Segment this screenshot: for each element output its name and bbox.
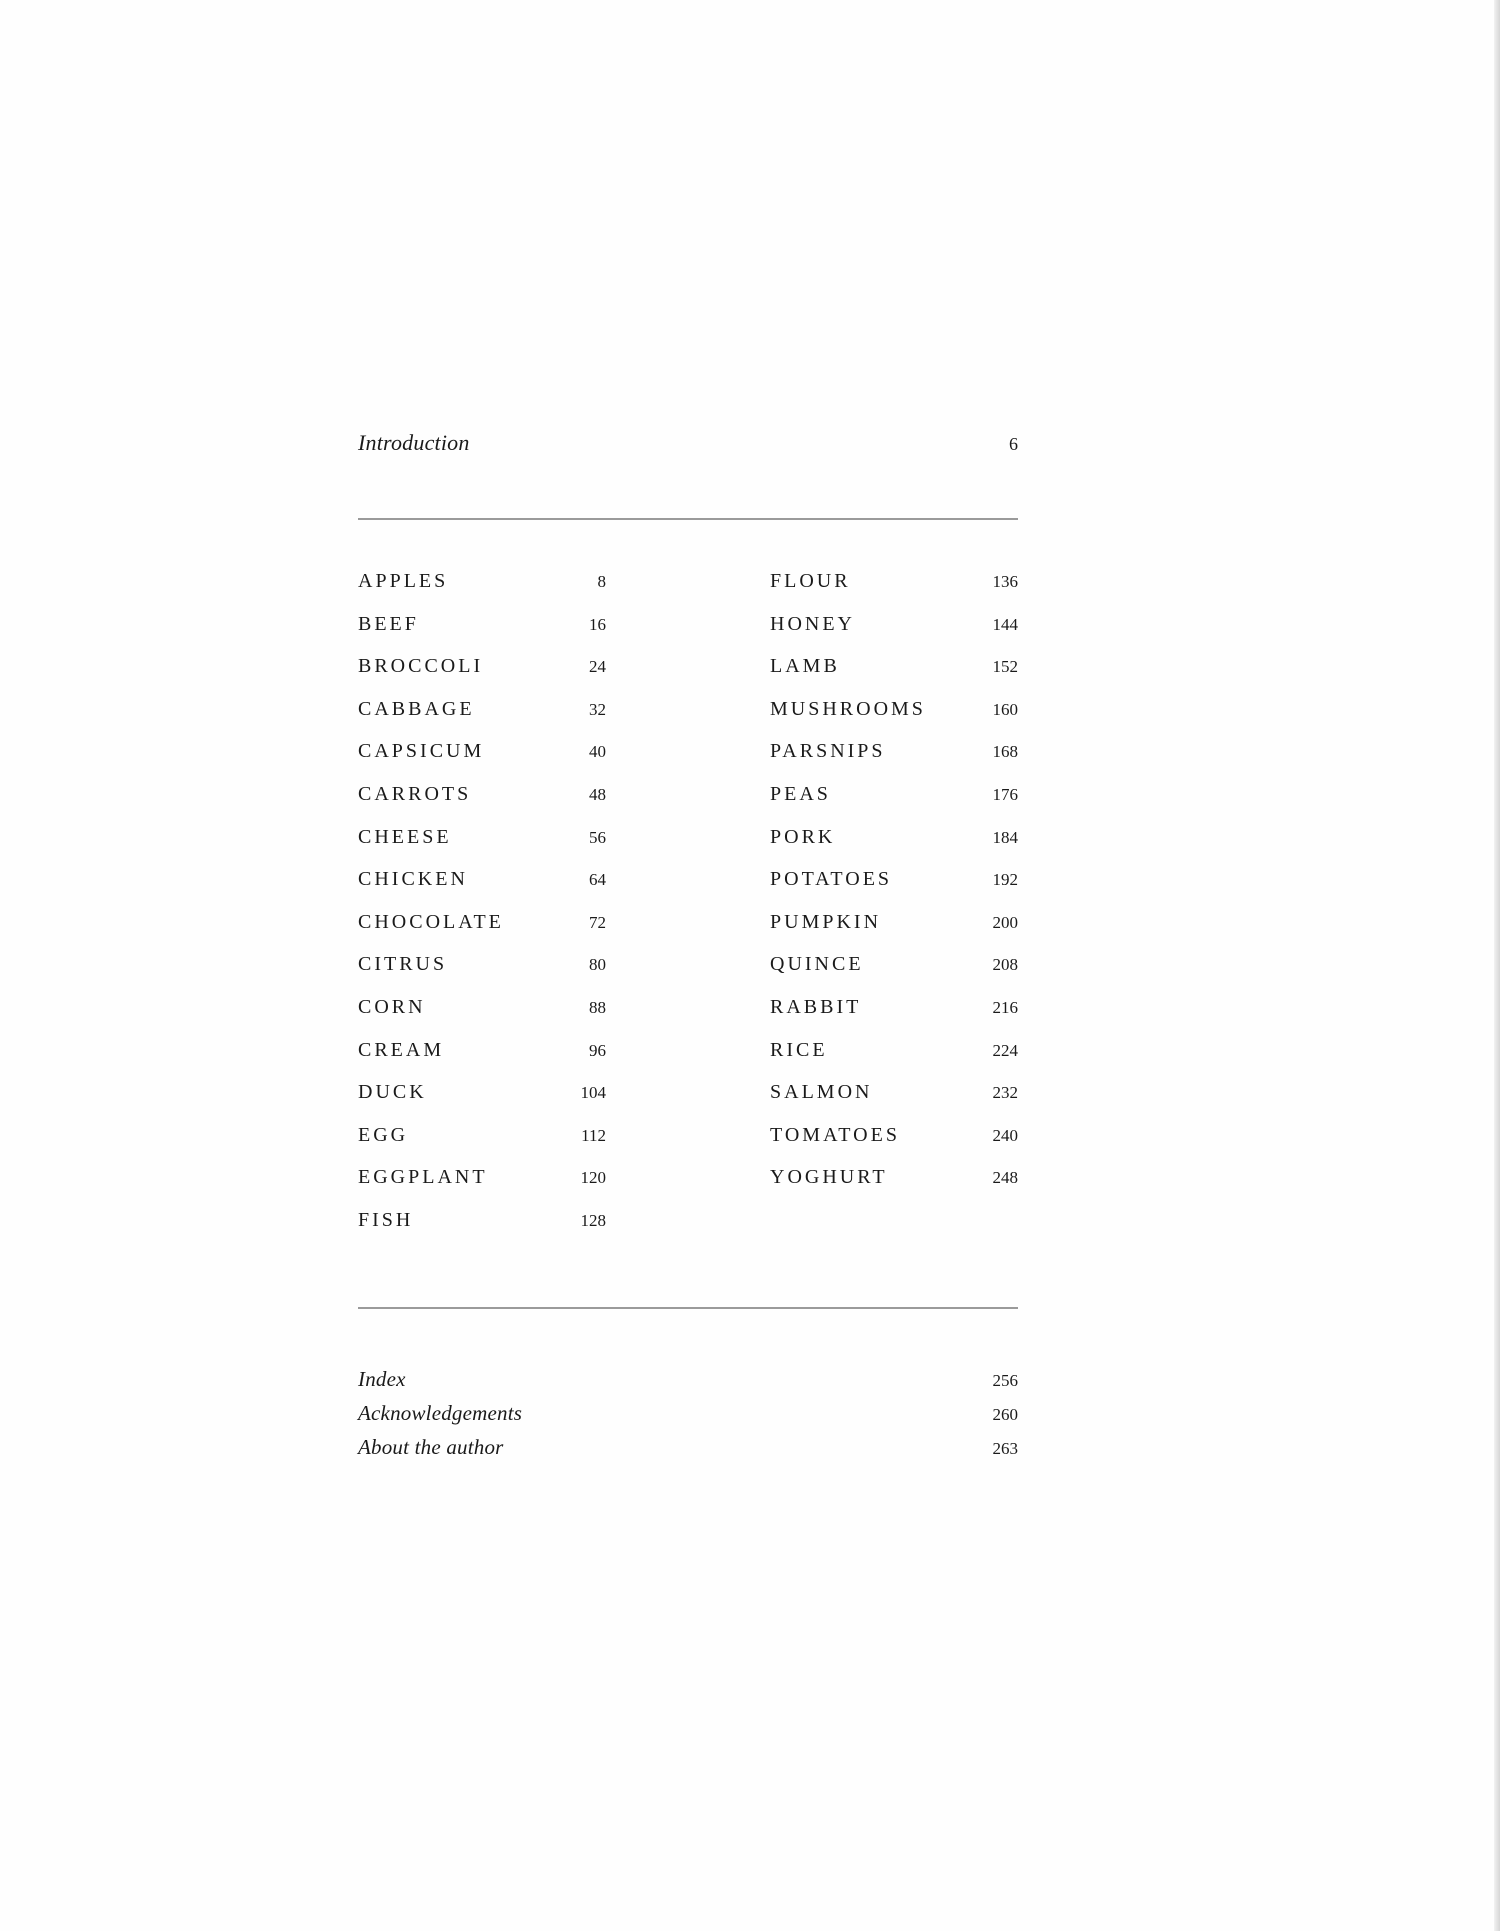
chapter-name: CHICKEN (358, 868, 468, 891)
chapter-page-number: 24 (589, 657, 606, 677)
chapter-page-number: 216 (992, 997, 1018, 1017)
toc-entry[interactable] (358, 1209, 606, 1252)
toc-entry[interactable] (358, 740, 606, 783)
chapter-page-number: 160 (992, 699, 1018, 719)
chapter-page-number: 200 (992, 912, 1018, 932)
chapter-page-number: 136 (992, 572, 1018, 591)
toc-entry-about-the-author[interactable] (358, 1435, 1018, 1469)
chapter-page-number: 104 (580, 1083, 606, 1103)
chapter-name: PARSNIPS (770, 740, 886, 763)
chapter-page-number: 232 (992, 1083, 1018, 1103)
toc-entry[interactable] (358, 1124, 606, 1167)
top-divider (358, 518, 1018, 520)
toc-entry[interactable] (358, 1039, 606, 1082)
chapter-page-number: 120 (580, 1168, 606, 1188)
chapter-page-number: 80 (589, 955, 606, 975)
back-matter-page-number: 260 (992, 1405, 1018, 1424)
chapter-page-number: 192 (992, 870, 1018, 890)
toc-entry[interactable] (358, 698, 606, 741)
toc-entry[interactable] (770, 1124, 1018, 1167)
chapter-name: QUINCE (770, 953, 864, 976)
chapter-name: LAMB (770, 655, 840, 678)
toc-entry[interactable] (358, 1081, 606, 1124)
chapter-columns (358, 570, 1018, 1295)
toc-entry[interactable] (770, 911, 1018, 954)
toc-entry-index[interactable] (358, 1367, 1018, 1401)
back-matter-label: Acknowledgements (358, 1401, 523, 1425)
chapter-name: YOGHURT (770, 1166, 888, 1189)
toc-entry[interactable] (770, 1081, 1018, 1124)
back-matter-label: About the author (358, 1435, 504, 1459)
toc-entry[interactable] (358, 953, 606, 996)
toc-entry[interactable] (770, 953, 1018, 996)
toc-entry[interactable] (358, 655, 606, 698)
chapter-page-number: 72 (589, 912, 606, 932)
toc-entry[interactable] (358, 911, 606, 954)
toc-entry[interactable] (770, 826, 1018, 869)
back-matter-page-number: 263 (992, 1439, 1018, 1458)
toc-entry[interactable] (770, 783, 1018, 826)
chapter-page-number: 224 (992, 1040, 1018, 1060)
chapter-page-number: 168 (992, 742, 1018, 762)
chapter-name: EGG (358, 1123, 409, 1146)
back-matter-list (358, 1367, 1018, 1469)
toc-entry[interactable] (358, 783, 606, 826)
chapter-page-number: 176 (992, 784, 1018, 804)
toc-entry[interactable] (770, 1166, 1018, 1209)
toc-entry[interactable] (770, 868, 1018, 911)
chapter-page-number: 128 (580, 1210, 606, 1230)
chapter-name: MUSHROOMS (770, 697, 926, 720)
chapter-page-number: 112 (581, 1125, 606, 1145)
toc-entry[interactable] (358, 826, 606, 869)
toc-entry[interactable] (358, 996, 606, 1039)
chapter-name: SALMON (770, 1081, 873, 1104)
toc-entry[interactable] (358, 613, 606, 656)
introduction-page-number: 6 (1009, 434, 1018, 454)
chapter-name: TOMATOES (770, 1123, 900, 1146)
chapter-name: CHOCOLATE (358, 910, 504, 933)
chapter-name: EGGPLANT (358, 1166, 488, 1189)
toc-entry[interactable] (770, 570, 1018, 613)
toc-entry[interactable] (358, 868, 606, 911)
chapter-name: CITRUS (358, 953, 448, 976)
chapter-name: HONEY (770, 612, 855, 635)
toc-entry[interactable] (770, 655, 1018, 698)
chapter-name: CREAM (358, 1038, 445, 1061)
chapter-page-number: 208 (992, 955, 1018, 975)
toc-entry[interactable] (770, 740, 1018, 783)
chapter-page-number: 144 (992, 614, 1018, 634)
page-edge-shadow (1494, 0, 1500, 1931)
chapter-name: CARROTS (358, 782, 472, 805)
toc-entry[interactable] (770, 996, 1018, 1039)
chapter-name: BROCCOLI (358, 655, 484, 678)
back-matter-page-number: 256 (992, 1371, 1018, 1390)
chapter-name: PEAS (770, 782, 831, 805)
chapter-page-number: 32 (589, 699, 606, 719)
toc-entry-acknowledgements[interactable] (358, 1401, 1018, 1435)
chapter-name: FLOUR (770, 570, 851, 592)
chapter-page-number: 88 (589, 997, 606, 1017)
chapter-column-right (770, 570, 1018, 1295)
toc-entry[interactable] (770, 698, 1018, 741)
chapter-column-left (358, 570, 606, 1295)
table-of-contents (358, 430, 1018, 1469)
chapter-name: PORK (770, 825, 836, 848)
chapter-name: CHEESE (358, 825, 452, 848)
chapter-page-number: 248 (992, 1168, 1018, 1188)
chapter-page-number: 40 (589, 742, 606, 762)
chapter-name: CORN (358, 995, 426, 1018)
chapter-name: PUMPKIN (770, 910, 882, 933)
chapter-name: DUCK (358, 1081, 427, 1104)
bottom-divider (358, 1307, 1018, 1309)
chapter-page-number: 152 (992, 657, 1018, 677)
toc-entry[interactable] (358, 1166, 606, 1209)
chapter-page-number: 16 (589, 614, 606, 634)
chapter-name: CAPSICUM (358, 740, 485, 763)
chapter-name: BEEF (358, 612, 419, 635)
chapter-name: RABBIT (770, 995, 862, 1018)
chapter-page-number: 56 (589, 827, 606, 847)
chapter-name: POTATOES (770, 868, 893, 891)
chapter-name: CABBAGE (358, 697, 475, 720)
chapter-page-number: 184 (992, 827, 1018, 847)
chapter-name: APPLES (358, 570, 449, 592)
chapter-page-number: 96 (589, 1040, 606, 1060)
chapter-name: RICE (770, 1038, 828, 1061)
chapter-page-number: 8 (597, 572, 606, 591)
toc-entry[interactable] (358, 570, 606, 613)
chapter-name: FISH (358, 1208, 414, 1231)
back-matter-label: Index (358, 1367, 406, 1391)
toc-entry[interactable] (770, 613, 1018, 656)
chapter-page-number: 48 (589, 784, 606, 804)
toc-entry[interactable] (770, 1039, 1018, 1082)
toc-entry-introduction[interactable] (358, 430, 1018, 478)
chapter-page-number: 64 (589, 870, 606, 890)
chapter-page-number: 240 (992, 1125, 1018, 1145)
introduction-label: Introduction (358, 430, 470, 455)
